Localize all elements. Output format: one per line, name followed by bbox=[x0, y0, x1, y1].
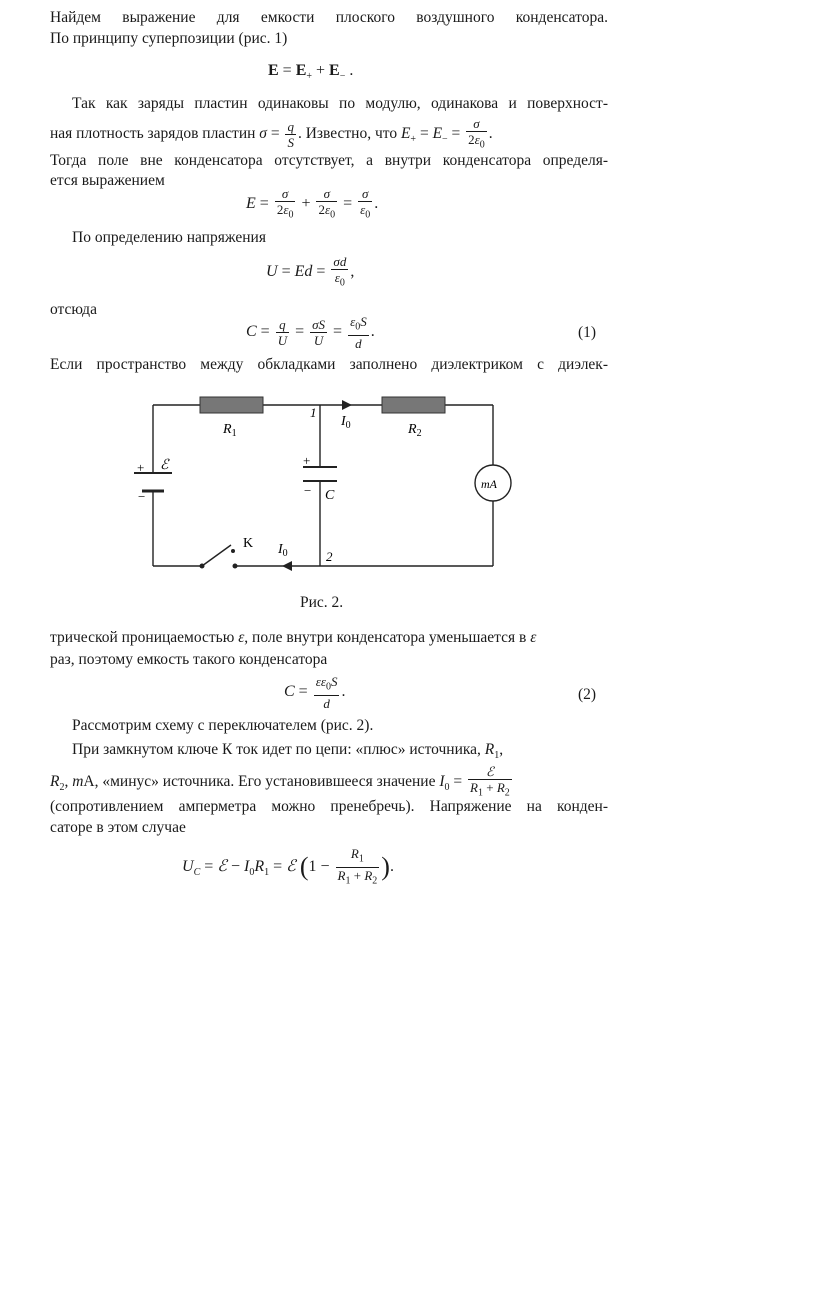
current-arrow-bottom bbox=[282, 561, 292, 571]
para-6-line-2: раз, поэтому емкость такого конденсатора bbox=[50, 651, 328, 668]
para-4: отсюда bbox=[50, 301, 97, 318]
switch-pivot bbox=[231, 549, 235, 553]
resistor-r2 bbox=[382, 397, 445, 413]
label-node-1: 1 bbox=[310, 405, 317, 420]
equation-number-2: (2) bbox=[578, 686, 597, 703]
equation-capacitance-2: C = $\frac{\varepsilon\varepsilon_0S}{d}$ . bbox=[284, 674, 346, 711]
label-r2: $R_2$ bbox=[408, 422, 422, 439]
para-1-line-1: Найдем выражение для емкости плоского воздушного конденсатора. bbox=[50, 9, 608, 26]
para-1-line-2: По принципу суперпозиции (рис. 1) bbox=[50, 30, 288, 47]
equation-field-inside: E = $\frac{\sigma}{2\varepsilon_0}$ + $\frac{\sigma}{2\varepsilon_0}$ = $\frac{\sigma}{\varepsilon_0}$ . bbox=[246, 186, 379, 221]
equation-capacitor-voltage: $U_C$ = ℰ − $I_0R_1$ = ℰ (1 − $\frac{R_1}{R_1 + R_2}$ ). bbox=[182, 846, 394, 887]
para-2-line-3: Тогда поле вне конденсатора отсутствует, а внутри конденсатора определя- bbox=[50, 152, 608, 169]
resistor-r1 bbox=[200, 397, 263, 413]
switch-blade bbox=[202, 545, 231, 566]
equation-number-1: (1) bbox=[578, 324, 597, 341]
para-7: Рассмотрим схему с переключателем (рис. 2). bbox=[72, 717, 374, 734]
para-2-line-2-a: ная плотность зарядов пластин bbox=[50, 124, 256, 142]
label-node-2: 2 bbox=[326, 549, 333, 564]
label-i0-bottom: $I_0$ bbox=[278, 542, 288, 559]
label-ammeter: mA bbox=[481, 477, 497, 491]
equation-superposition: $E = E_+ + E_-$ . bbox=[268, 62, 354, 83]
para-2-line-2: ная плотность зарядов пластин σ = $\frac{q}{S}$ . Известно, что $E_+ = E_-$ = $\frac{\sigma}{2\varepsilon_0}$ . bbox=[50, 116, 493, 151]
para-2-line-4: ется выражением bbox=[50, 172, 165, 189]
para-3: По определению напряжения bbox=[72, 229, 266, 246]
para-6-line-1: трической проницаемостью ε, поле внутри конденсатора уменьшается в ε bbox=[50, 629, 537, 646]
para-8-line-3: (сопротивлением амперметра можно пренебречь). Напряжение на конден- bbox=[50, 798, 608, 815]
label-battery-minus: − bbox=[138, 489, 146, 504]
label-battery-plus: + bbox=[137, 460, 145, 475]
circuit-diagram bbox=[120, 385, 530, 620]
para-2-line-2-b: . Известно, что bbox=[297, 124, 398, 142]
equation-voltage: U = Ed = $\frac{\sigma d}{\varepsilon_0}$ , bbox=[266, 254, 355, 289]
label-emf: ℰ bbox=[160, 458, 169, 473]
switch-contact-right bbox=[233, 564, 238, 569]
para-8-line-2: $R_2$, mA, «минус» источника. Его установившееся значение $I_0$ = $\frac{\text{ℰ}}{R_1 + R_2}$ bbox=[50, 764, 510, 799]
figure-caption: Рис. 2. bbox=[300, 594, 344, 611]
para-8-line-1: При замкнутом ключе К ток идет по цепи: «плюс» источника, $R_1$, bbox=[72, 741, 504, 762]
label-r1: $R_1$ bbox=[223, 422, 237, 439]
para-5: Если пространство между обкладками заполнено диэлектриком с диэлек- bbox=[50, 356, 608, 373]
equation-capacitance-1: C = $\frac{q}{U}$ = $\frac{\sigma S}{U}$ = $\frac{\varepsilon_0S}{d}$ . bbox=[246, 314, 375, 351]
label-key: K bbox=[243, 536, 254, 551]
para-2-line-1: Так как заряды пластин одинаковы по модулю, одинакова и поверхност- bbox=[72, 95, 608, 112]
para-8-line-4: саторе в этом случае bbox=[50, 819, 186, 836]
label-capacitor-minus: − bbox=[304, 483, 312, 498]
current-arrow-top bbox=[342, 400, 352, 410]
label-capacitor: C bbox=[325, 488, 335, 503]
label-capacitor-plus: + bbox=[303, 453, 311, 468]
label-i0-top: $I_0$ bbox=[341, 414, 351, 431]
switch-contact-left bbox=[200, 564, 205, 569]
